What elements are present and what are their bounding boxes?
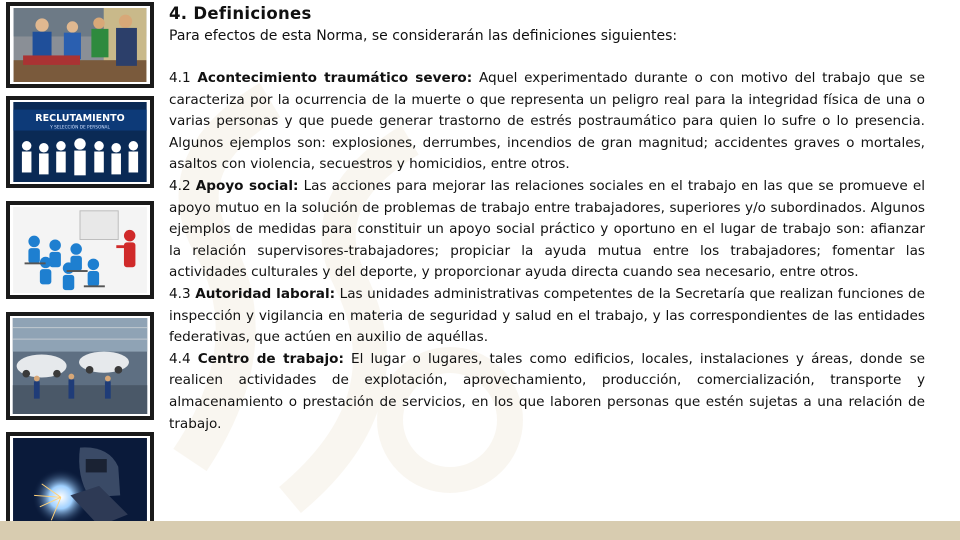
recruitment-graphic-icon (12, 102, 148, 182)
definition-number: 4.3 (169, 285, 191, 302)
definition-term: Autoridad laboral: (195, 285, 336, 302)
workers-image (6, 2, 154, 88)
definition-number: 4.1 (169, 70, 191, 86)
definition-term: Centro de trabajo: (197, 350, 344, 367)
definition-number: 4.4 (169, 350, 191, 367)
definitions-list (169, 68, 925, 435)
welder-photo-icon (12, 438, 148, 526)
definition-item (169, 176, 925, 284)
workers-photo-icon (12, 8, 148, 82)
definition-text: Aquel experimentado durante o con motivo del trabajo que se caracteriza por la ocurrencia de la muerte o que representa un peligro real para la integridad física de una o varias personas y que puede generar trastorno de estrés postraumático para quien lo sufre o lo presencia. Algunos ejemplos son: explosiones, derrumbes, incendios de gran magnitud; accidentes graves o mortales, asaltos con violencia, secuestros y homicidios, entre otros. (169, 70, 926, 173)
definition-term: Apoyo social: (195, 177, 299, 194)
recruitment-subtitle: Y SELECCIÓN DE PERSONAL (50, 125, 110, 131)
definition-text: Las acciones para mejorar las relaciones sociales en el trabajo en las que se promueve el apoyo mutuo en la solución de problemas de trabajo entre trabajadores, superiores y/o subordinados. Algunos ejemplos de medidas para constituir un apoyo social práctico y oportuno en el lugar de trabajo son: afianzar la relación supervisores-trabajadores; propiciar la ayuda mutua entre los trabajadores; fomentar las actividades culturales y del deporte, y proporcionar ayuda directa cuando sea necesario, entre otros. (169, 177, 925, 281)
definition-term: Acontecimiento traumático severo: (197, 70, 473, 86)
intro-text: Para efectos de esta Norma, se considerarán las definiciones siguientes: (169, 28, 678, 44)
bottom-band (0, 521, 960, 540)
definition-text: El lugar o lugares, tales como edificios, locales, instalaciones y áreas, donde se realicen actividades de explotación, aprovechamiento, producción, comercialización, transporte y almacenamiento o prestación de servicios, en los que laboren personas que estén sujetas a una relación de trabajo. (169, 350, 926, 432)
definition-number: 4.2 (169, 177, 191, 194)
definition-item (169, 68, 925, 176)
image-sidebar (0, 0, 160, 540)
recruitment-banner: RECLUTAMIENTO (35, 113, 125, 125)
recruitment-image (6, 96, 154, 188)
training-image (6, 201, 154, 299)
welder-image (6, 432, 154, 532)
factory-image (6, 312, 154, 420)
definition-text: Las unidades administrativas competentes de la Secretaría que realizan funciones de inspección y vigilancia en materia de seguridad y salud en el trabajo, y las correspondientes de las entidades federativas, que actúen en auxilio de aquéllas. (169, 285, 925, 346)
section-title: 4. Definiciones (169, 4, 312, 23)
car-factory-photo-icon (12, 318, 148, 414)
training-figures-icon (12, 207, 148, 293)
definition-item (169, 349, 925, 435)
definition-item (169, 284, 925, 349)
